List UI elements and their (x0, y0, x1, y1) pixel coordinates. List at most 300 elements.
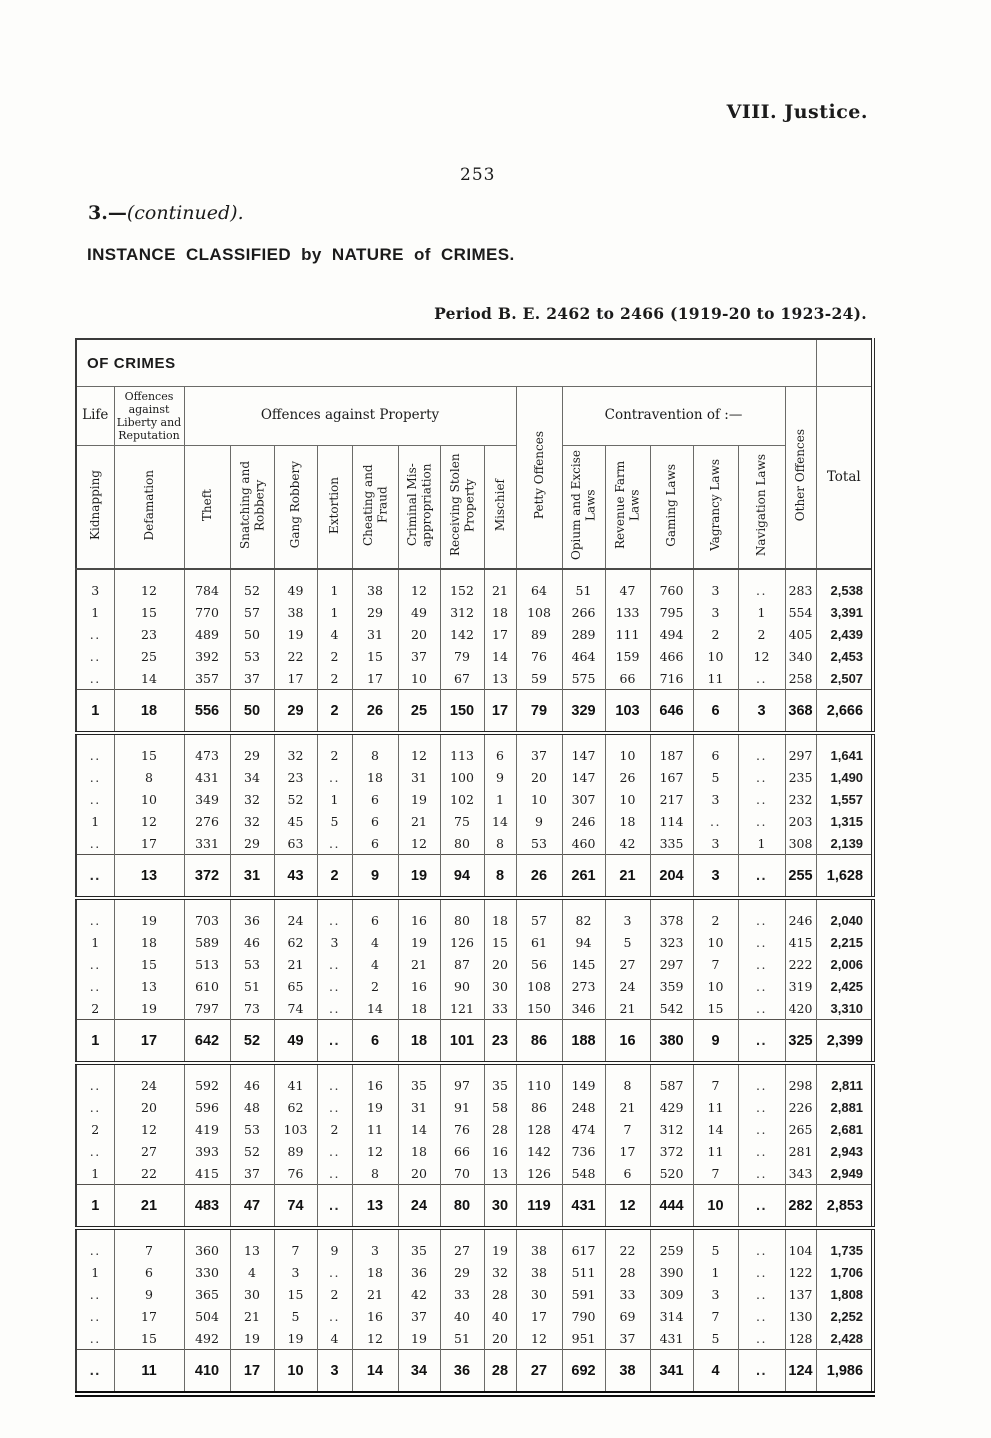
data-cell: 8 (352, 1162, 398, 1185)
nil-mark: .. (89, 648, 101, 664)
data-cell: 22 (605, 1228, 650, 1261)
data-cell: 147 (562, 766, 605, 788)
summary-cell: 19 (398, 855, 440, 899)
data-cell: 22 (274, 645, 317, 667)
data-cell: 1 (91, 1264, 100, 1280)
data-cell: 3 (317, 931, 352, 953)
data-cell: 47 (605, 569, 650, 601)
summary-cell: 21 (114, 1185, 184, 1229)
summary-cell: 13 (352, 1185, 398, 1229)
summary-cell: 642 (184, 1020, 230, 1064)
data-row (76, 997, 873, 1020)
data-cell: 308 (785, 832, 816, 855)
data-cell: 10 (693, 645, 738, 667)
data-cell: 1,706 (816, 1261, 873, 1283)
nil-mark: .. (756, 978, 767, 994)
data-cell (317, 1140, 352, 1162)
data-cell: 4 (317, 1327, 352, 1350)
data-cell (738, 1063, 785, 1096)
data-row (76, 1283, 873, 1305)
data-cell (317, 832, 352, 855)
data-cell (317, 953, 352, 975)
summary-cell: 38 (605, 1350, 650, 1395)
nil-mark: .. (89, 912, 101, 928)
summary-cell: 2,853 (816, 1185, 873, 1229)
data-cell (76, 1063, 114, 1096)
summary-cell: 692 (562, 1350, 605, 1395)
data-cell: 18 (114, 931, 184, 953)
group-header: Life (76, 387, 114, 446)
summary-cell: 43 (274, 855, 317, 899)
data-cell: 21 (352, 1283, 398, 1305)
data-cell: 21 (398, 810, 440, 832)
data-cell: 16 (398, 975, 440, 997)
summary-cell: 188 (562, 1020, 605, 1064)
data-cell: 8 (605, 1063, 650, 1096)
data-cell: 203 (785, 810, 816, 832)
data-cell: 53 (230, 953, 274, 975)
data-cell (317, 1261, 352, 1283)
data-cell: 5 (317, 810, 352, 832)
column-header (230, 446, 274, 570)
data-cell: 48 (230, 1096, 274, 1118)
data-cell: 2,949 (816, 1162, 873, 1185)
data-cell: 7 (114, 1228, 184, 1261)
data-cell: 11 (693, 667, 738, 690)
summary-cell: 23 (484, 1020, 516, 1064)
data-cell: 1 (91, 813, 100, 829)
data-cell: 121 (440, 997, 484, 1020)
data-cell: 19 (274, 1327, 317, 1350)
data-cell: 50 (230, 623, 274, 645)
column-header-label: Cheating and Fraud (360, 464, 389, 546)
summary-cell: 27 (516, 1350, 562, 1395)
data-cell: 24 (274, 898, 317, 931)
data-cell (738, 1162, 785, 1185)
column-header (738, 446, 785, 570)
nil-mark: .. (329, 1099, 340, 1115)
data-cell: 108 (516, 601, 562, 623)
data-cell: 59 (516, 667, 562, 690)
data-cell (317, 1063, 352, 1096)
column-header (484, 446, 516, 570)
data-cell: 76 (440, 1118, 484, 1140)
data-cell: 392 (184, 645, 230, 667)
data-cell: 18 (398, 997, 440, 1020)
data-cell: 716 (650, 667, 693, 690)
summary-cell: 3 (317, 1350, 352, 1395)
data-cell (738, 733, 785, 766)
data-cell: 4 (317, 623, 352, 645)
summary-cell: 1 (76, 1020, 114, 1064)
nil-mark: .. (89, 1363, 101, 1379)
data-cell: 8 (352, 733, 398, 766)
summary-cell: 3 (738, 690, 785, 734)
data-cell: 265 (785, 1118, 816, 1140)
data-cell: 1,490 (816, 766, 873, 788)
data-cell: 5 (693, 766, 738, 788)
data-row (76, 1261, 873, 1283)
data-cell: 73 (230, 997, 274, 1020)
summary-cell: 13 (114, 855, 184, 899)
summary-cell: 80 (440, 1185, 484, 1229)
data-cell: 17 (516, 1305, 562, 1327)
data-cell: 297 (650, 953, 693, 975)
data-cell: 126 (516, 1162, 562, 1185)
data-cell: 17 (274, 667, 317, 690)
data-cell: 38 (352, 569, 398, 601)
data-cell: 114 (650, 810, 693, 832)
data-cell: 10 (693, 931, 738, 953)
summary-cell: 329 (562, 690, 605, 734)
data-cell: 14 (693, 1118, 738, 1140)
crime-statistics-table (75, 338, 875, 1397)
summary-cell: 150 (440, 690, 484, 734)
data-cell: 53 (230, 645, 274, 667)
data-cell (317, 1162, 352, 1185)
data-cell: 346 (562, 997, 605, 1020)
data-cell: 58 (484, 1096, 516, 1118)
data-cell (76, 645, 114, 667)
data-row (76, 1162, 873, 1185)
data-cell (738, 953, 785, 975)
data-cell: 22 (114, 1162, 184, 1185)
column-header (440, 446, 484, 570)
data-cell (317, 1096, 352, 1118)
nil-mark: .. (89, 1330, 101, 1346)
data-row (76, 623, 873, 645)
column-header (317, 446, 352, 570)
summary-cell: 10 (274, 1350, 317, 1395)
data-cell: 51 (562, 569, 605, 601)
data-cell: 6 (352, 810, 398, 832)
summary-cell: 17 (230, 1350, 274, 1395)
data-cell: 62 (274, 931, 317, 953)
column-header-label: Receiving Stolen Property (447, 453, 476, 557)
nil-mark: .. (756, 912, 767, 928)
data-cell: 12 (398, 733, 440, 766)
data-cell: 281 (785, 1140, 816, 1162)
data-row (76, 788, 873, 810)
data-cell: 104 (785, 1228, 816, 1261)
data-cell: 511 (562, 1261, 605, 1283)
data-cell: 415 (785, 931, 816, 953)
data-cell: 429 (650, 1096, 693, 1118)
data-cell: 28 (605, 1261, 650, 1283)
data-cell: 331 (184, 832, 230, 855)
data-cell: 33 (484, 997, 516, 1020)
data-cell: 82 (562, 898, 605, 931)
data-cell: 38 (516, 1228, 562, 1261)
data-cell: 14 (398, 1118, 440, 1140)
summary-cell (738, 1185, 785, 1229)
summary-cell: 31 (230, 855, 274, 899)
data-cell: 20 (484, 1327, 516, 1350)
data-row (76, 1305, 873, 1327)
data-cell (76, 1096, 114, 1118)
chapter-header: VIII. Justice. (726, 101, 868, 123)
data-cell: 8 (114, 766, 184, 788)
data-cell: 23 (274, 766, 317, 788)
summary-cell (317, 1020, 352, 1064)
data-cell: 2,040 (816, 898, 873, 931)
data-cell: 6 (352, 832, 398, 855)
data-cell: 2 (693, 623, 738, 645)
data-row (76, 601, 873, 623)
data-cell (693, 810, 738, 832)
data-row (76, 1327, 873, 1350)
nil-mark: .. (329, 1264, 340, 1280)
data-cell: 3 (352, 1228, 398, 1261)
data-cell: 52 (230, 1140, 274, 1162)
group-header: Total (816, 387, 873, 570)
data-cell: 343 (785, 1162, 816, 1185)
data-cell: 37 (398, 645, 440, 667)
nil-mark: .. (89, 626, 101, 642)
data-cell: 554 (785, 601, 816, 623)
data-cell: 11 (693, 1096, 738, 1118)
summary-cell: 325 (785, 1020, 816, 1064)
data-cell: 80 (440, 832, 484, 855)
data-cell: 297 (785, 733, 816, 766)
data-cell: 359 (650, 975, 693, 997)
data-cell: 53 (516, 832, 562, 855)
data-cell: 217 (650, 788, 693, 810)
data-cell: 15 (693, 997, 738, 1020)
data-cell: 67 (440, 667, 484, 690)
data-cell: 53 (230, 1118, 274, 1140)
summary-cell: 17 (114, 1020, 184, 1064)
summary-cell: 6 (352, 1020, 398, 1064)
summary-cell: 74 (274, 1185, 317, 1229)
data-row (76, 1140, 873, 1162)
summary-cell: 28 (484, 1350, 516, 1395)
data-cell: 111 (605, 623, 650, 645)
data-cell: 335 (650, 832, 693, 855)
data-cell: 34 (230, 766, 274, 788)
data-cell: 10 (114, 788, 184, 810)
data-cell: 340 (785, 645, 816, 667)
data-cell: 784 (184, 569, 230, 601)
data-cell: 37 (398, 1305, 440, 1327)
data-row (76, 645, 873, 667)
data-cell: 87 (440, 953, 484, 975)
data-cell: 795 (650, 601, 693, 623)
nil-mark: .. (756, 1242, 767, 1258)
data-cell: 14 (114, 667, 184, 690)
nil-mark: .. (755, 1033, 768, 1049)
data-cell: 31 (398, 766, 440, 788)
data-cell: 41 (274, 1063, 317, 1096)
data-cell: 17 (114, 832, 184, 855)
summary-cell: 1 (76, 690, 114, 734)
summary-cell: 101 (440, 1020, 484, 1064)
data-cell: 65 (274, 975, 317, 997)
nil-mark: .. (756, 670, 767, 686)
data-cell: 489 (184, 623, 230, 645)
data-cell: 147 (562, 733, 605, 766)
data-cell: 19 (230, 1327, 274, 1350)
column-header (398, 446, 440, 570)
summary-cell: 431 (562, 1185, 605, 1229)
data-cell: 548 (562, 1162, 605, 1185)
data-cell (738, 1228, 785, 1261)
summary-cell: 94 (440, 855, 484, 899)
data-cell: 51 (440, 1327, 484, 1350)
data-cell: 3 (693, 569, 738, 601)
data-cell: 35 (398, 1063, 440, 1096)
data-cell: 16 (352, 1063, 398, 1096)
data-cell: 319 (785, 975, 816, 997)
data-cell: 32 (230, 788, 274, 810)
data-cell: 5 (605, 931, 650, 953)
summary-cell (76, 1350, 114, 1395)
data-cell: 2 (91, 1000, 100, 1016)
data-cell: 37 (516, 733, 562, 766)
nil-mark: .. (329, 912, 340, 928)
data-cell (76, 975, 114, 997)
data-cell: 3 (693, 832, 738, 855)
summary-cell (76, 855, 114, 899)
data-cell: 2 (317, 1118, 352, 1140)
data-cell: 2,006 (816, 953, 873, 975)
data-row (76, 1118, 873, 1140)
data-cell: 51 (230, 975, 274, 997)
report-title: INSTANCE CLASSIFIED by NATURE of CRIMES. (87, 245, 515, 264)
column-header (352, 446, 398, 570)
data-cell: 19 (352, 1096, 398, 1118)
data-cell: 235 (785, 766, 816, 788)
summary-cell (738, 1350, 785, 1395)
data-cell: 17 (352, 667, 398, 690)
summary-cell: 2 (317, 690, 352, 734)
group-header: Contravention of :— (562, 387, 785, 446)
data-cell: 133 (605, 601, 650, 623)
data-cell: 2,507 (816, 667, 873, 690)
data-cell: 80 (440, 898, 484, 931)
data-cell: 591 (562, 1283, 605, 1305)
data-cell: 10 (398, 667, 440, 690)
page-number: 253 (460, 165, 496, 185)
nil-mark: .. (328, 1033, 341, 1049)
data-cell: 1 (693, 1261, 738, 1283)
data-cell (76, 1305, 114, 1327)
data-cell (738, 898, 785, 931)
data-cell: 390 (650, 1261, 693, 1283)
data-row (76, 931, 873, 953)
data-cell: 20 (114, 1096, 184, 1118)
summary-cell: 18 (114, 690, 184, 734)
data-cell: 13 (484, 1162, 516, 1185)
data-cell: 46 (230, 1063, 274, 1096)
data-cell: 520 (650, 1162, 693, 1185)
data-cell (76, 733, 114, 766)
summary-cell: 2 (317, 855, 352, 899)
data-cell: 2 (317, 733, 352, 766)
data-cell: 61 (516, 931, 562, 953)
data-cell: 37 (230, 1162, 274, 1185)
column-header-label: Kidnapping (88, 470, 103, 540)
period-label: Period B. E. 2462 to 2466 (1919-20 to 1923-24). (434, 304, 867, 323)
summary-cell: 2,399 (816, 1020, 873, 1064)
summary-cell: 18 (398, 1020, 440, 1064)
summary-cell: 17 (484, 690, 516, 734)
table-caption: OF CRIMES (76, 339, 816, 387)
data-cell: 40 (484, 1305, 516, 1327)
data-cell: 6 (352, 788, 398, 810)
data-cell: 222 (785, 953, 816, 975)
nil-mark: .. (756, 1308, 767, 1324)
summary-cell: 11 (114, 1350, 184, 1395)
data-cell: 103 (274, 1118, 317, 1140)
data-cell (738, 766, 785, 788)
data-cell: 283 (785, 569, 816, 601)
data-cell: 89 (516, 623, 562, 645)
data-cell: 360 (184, 1228, 230, 1261)
data-cell: 122 (785, 1261, 816, 1283)
data-cell: 20 (398, 1162, 440, 1185)
data-cell: 9 (516, 810, 562, 832)
data-cell: 21 (605, 997, 650, 1020)
data-cell: 145 (562, 953, 605, 975)
data-cell: 15 (484, 931, 516, 953)
data-cell: 17 (605, 1140, 650, 1162)
data-cell: 2,428 (816, 1327, 873, 1350)
year-block (76, 898, 873, 1063)
summary-cell: 14 (352, 1350, 398, 1395)
data-cell: 36 (230, 898, 274, 931)
data-cell: 33 (605, 1283, 650, 1305)
data-row (76, 667, 873, 690)
column-header-label: Extortion (327, 476, 342, 534)
data-cell: 113 (440, 733, 484, 766)
data-row (76, 832, 873, 855)
data-cell: 2,943 (816, 1140, 873, 1162)
data-row (76, 1228, 873, 1261)
data-cell: 330 (184, 1261, 230, 1283)
column-header-label: Gang Robbery (288, 461, 303, 549)
data-cell: 3 (693, 788, 738, 810)
summary-cell: 8 (484, 855, 516, 899)
nil-mark: .. (329, 956, 340, 972)
data-cell: 248 (562, 1096, 605, 1118)
data-cell (76, 898, 114, 931)
data-cell: 736 (562, 1140, 605, 1162)
summary-cell: 1,628 (816, 855, 873, 899)
nil-mark: .. (329, 769, 340, 785)
data-cell: 1 (484, 788, 516, 810)
data-cell: 289 (562, 623, 605, 645)
data-cell: 587 (650, 1063, 693, 1096)
nil-mark: .. (755, 1198, 768, 1214)
column-header-label: Revenue Farm Laws (613, 460, 642, 550)
nil-mark: .. (756, 956, 767, 972)
data-cell: 2,538 (816, 569, 873, 601)
data-cell: 38 (516, 1261, 562, 1283)
column-header (76, 446, 114, 570)
summary-cell: 52 (230, 1020, 274, 1064)
data-cell: 790 (562, 1305, 605, 1327)
data-cell: 405 (785, 623, 816, 645)
summary-row (76, 855, 873, 899)
data-cell: 19 (114, 997, 184, 1020)
data-cell: 2 (317, 1283, 352, 1305)
data-cell: 14 (352, 997, 398, 1020)
data-cell: 15 (114, 953, 184, 975)
data-cell: 26 (605, 766, 650, 788)
column-header (114, 446, 184, 570)
nil-mark: .. (329, 1143, 340, 1159)
